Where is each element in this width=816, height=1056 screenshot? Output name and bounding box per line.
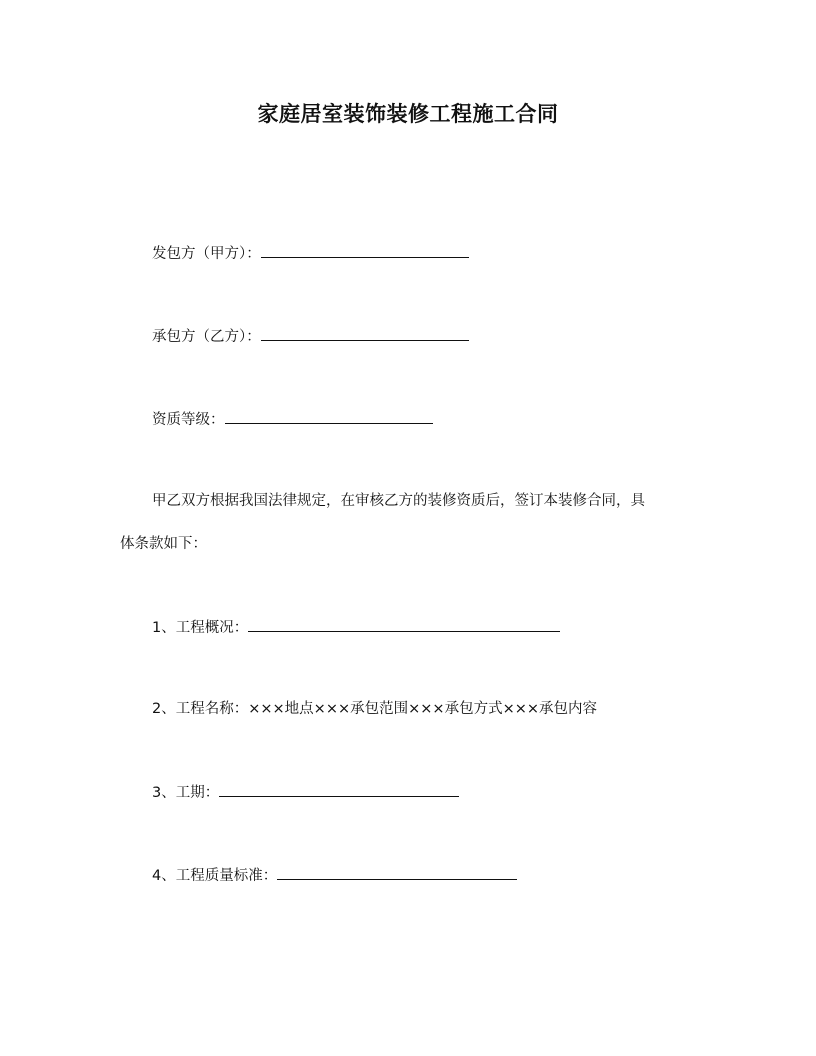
clause-4-blank (277, 865, 517, 880)
party-b-label: 承包方（乙方）： (152, 329, 261, 345)
document-title: 家庭居室装饰装修工程施工合同 (257, 102, 559, 126)
party-b-field (152, 326, 469, 347)
clause-3-label: 3、工期： (152, 785, 220, 801)
intro-line-2: 体条款如下： (120, 536, 207, 552)
clause-1-label: 1、工程概况： (152, 620, 249, 636)
clause-3 (152, 782, 459, 803)
party-b-blank (261, 326, 469, 341)
qualification-label: 资质等级： (152, 412, 225, 428)
party-a-label: 发包方（甲方）： (152, 246, 261, 262)
clause-1-blank (248, 617, 560, 632)
qualification-field (152, 409, 433, 430)
clause-4 (152, 865, 517, 886)
clause-4-label: 4、工程质量标准： (152, 868, 278, 884)
intro-line-1: 甲乙双方根据我国法律规定，在审核乙方的装修资质后，签订本装修合同，具 (152, 493, 645, 509)
clause-3-blank (219, 782, 459, 797)
party-a-blank (261, 243, 469, 258)
qualification-blank (225, 409, 433, 424)
clause-2: 2、工程名称：×××地点×××承包范围×××承包方式×××承包内容 (152, 701, 598, 717)
party-a-field (152, 243, 469, 264)
clause-1 (152, 617, 560, 638)
